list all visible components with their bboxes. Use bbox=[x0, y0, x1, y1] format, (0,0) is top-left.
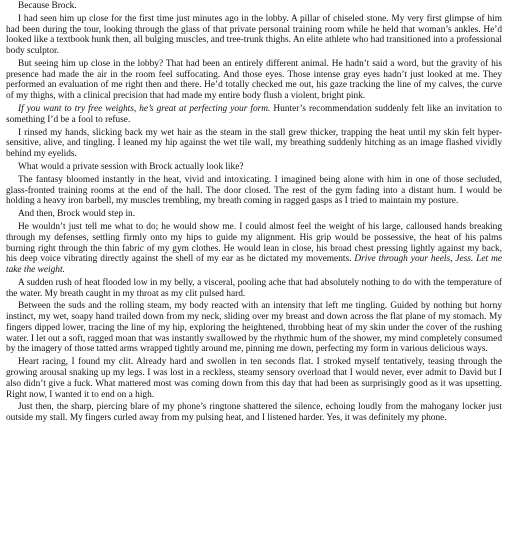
paragraph bbox=[6, 1, 502, 12]
italic-text-run: If you want to try free weights, he’s great at perfecting your form. bbox=[18, 104, 271, 115]
text-run: Hunter’s recommendation suddenly felt like an invitation to something I’d be a fool to refuse. bbox=[6, 104, 502, 125]
text-run: The fantasy bloomed instantly in the heat, vivid and intoxicating. I imagined being alone with him in one of those secluded, glass-fronted training rooms at the end of the hall. The door closed. The rest of the gym fading into a distant hum. I would be holding a heavy iron barbell, my muscles trembling, my breath coming in ragged gasps as I tried to maintain my posture. bbox=[6, 174, 502, 207]
text-run: Just then, the sharp, piercing blare of my phone’s ringtone shattered the silence, echoing loudly from the mahogany locker just outside my stall. My fingers curled away from my pulsing heat, and I listened harder. Yes, it was definitely my phone. bbox=[6, 402, 502, 424]
text-run: And then, Brock would step in. bbox=[18, 209, 136, 220]
paragraph bbox=[6, 402, 502, 424]
text-run: Between the suds and the rolling steam, my body reacted with an intensity that left me tingling. Guided by nothing but horny instinct, my wet, soapy hand trailed down from my neck, sliding over my breast and down across the flat plane of my stomach. My fingers dipped lower, tracing the line of my hip, exploring the heightened, throbbing heat of my skin under the cover of the rushing water. I let out a soft, ragged moan that was instantly swallowed by the rhythmic hum of the shower, my mind completely consumed by the imagery of those tatted arms wrapped tightly around me, pinning me down, perfecting my form in various delicious ways. bbox=[6, 301, 502, 355]
text-run: Heart racing, I found my clit. Already hard and swollen in ten seconds flat. I stroked myself tentatively, teasing through the growing arousal snaking up my legs. I was lost in a reckless, steamy sensory overload that I would never, ever admit to David but I also didn’t give a fuck. What mattered most was coming down from this day that had been as surprisingly good as it was upsetting. Right now, I wanted it to end on a high. bbox=[6, 357, 502, 400]
text-run: He wouldn’t just tell me what to do; he would show me. I could almost feel the weight of his large, calloused hands breaking through my defenses, settling firmly onto my hips to guide my alignment. His grip would be possessive, the heat of his palms burning right through the thin fabric of my gym clothes. He would lean in close, his broad chest pressing lightly against my back, his deep voice vibrating directly against the shell of my ear as he dictated my movements. bbox=[6, 222, 502, 265]
text-run: I had seen him up close for the first time just minutes ago in the lobby. A pillar of chiseled stone. My very first glimpse of him had been during the tour, looking through the glass of that private personal training room while he held that woman’s ankles. He’d looked like a textbook hunk then, all bulging muscles, and tree-trunk thighs. An elite athlete who had transitioned into a professional body sculptor. bbox=[6, 13, 502, 57]
paragraph bbox=[6, 301, 502, 355]
paragraph bbox=[6, 162, 502, 173]
paragraph bbox=[6, 222, 502, 276]
paragraph bbox=[6, 128, 502, 160]
text-run: Because Brock. bbox=[18, 1, 77, 11]
text-run: I rinsed my hands, slicking back my wet hair as the steam in the stall grew thicker, trapping the heat until my skin felt hyper-sensitive, alive, and tingling. I leaned my hip against the wet tile wall, my breathing suddenly hitching as an image flashed vividly behind my eyelids. bbox=[6, 127, 502, 160]
paragraph bbox=[6, 209, 502, 220]
paragraph bbox=[6, 357, 502, 400]
paragraph bbox=[6, 104, 502, 126]
italic-text-run: Drive through your heels, Jess. Let me take the weight. bbox=[6, 254, 502, 275]
paragraph bbox=[6, 278, 502, 300]
text-run: What would a private session with Brock actually look like? bbox=[18, 161, 244, 172]
text-run: A sudden rush of heat flooded low in my belly, a visceral, pooling ache that had absolutely nothing to do with the temperature of the water. My breath caught in my throat as my clit pulsed hard. bbox=[6, 277, 502, 299]
paragraph bbox=[6, 59, 502, 102]
text-run: But seeing him up close in the lobby? That had been an entirely different animal. He hadn’t said a word, but the gravity of his presence had made the air in the room feel suffocating. And those eyes. Those intense gray eyes hadn’t just looked at me. They performed an evaluation of me right then and there. He’d totally checked me out, his gaze tracking the line of my calves, the curve of my thighs, with a clinical precision that had made my entire body flush a violent, bright pink. bbox=[6, 58, 502, 102]
paragraph bbox=[6, 175, 502, 207]
paragraph bbox=[6, 14, 502, 57]
